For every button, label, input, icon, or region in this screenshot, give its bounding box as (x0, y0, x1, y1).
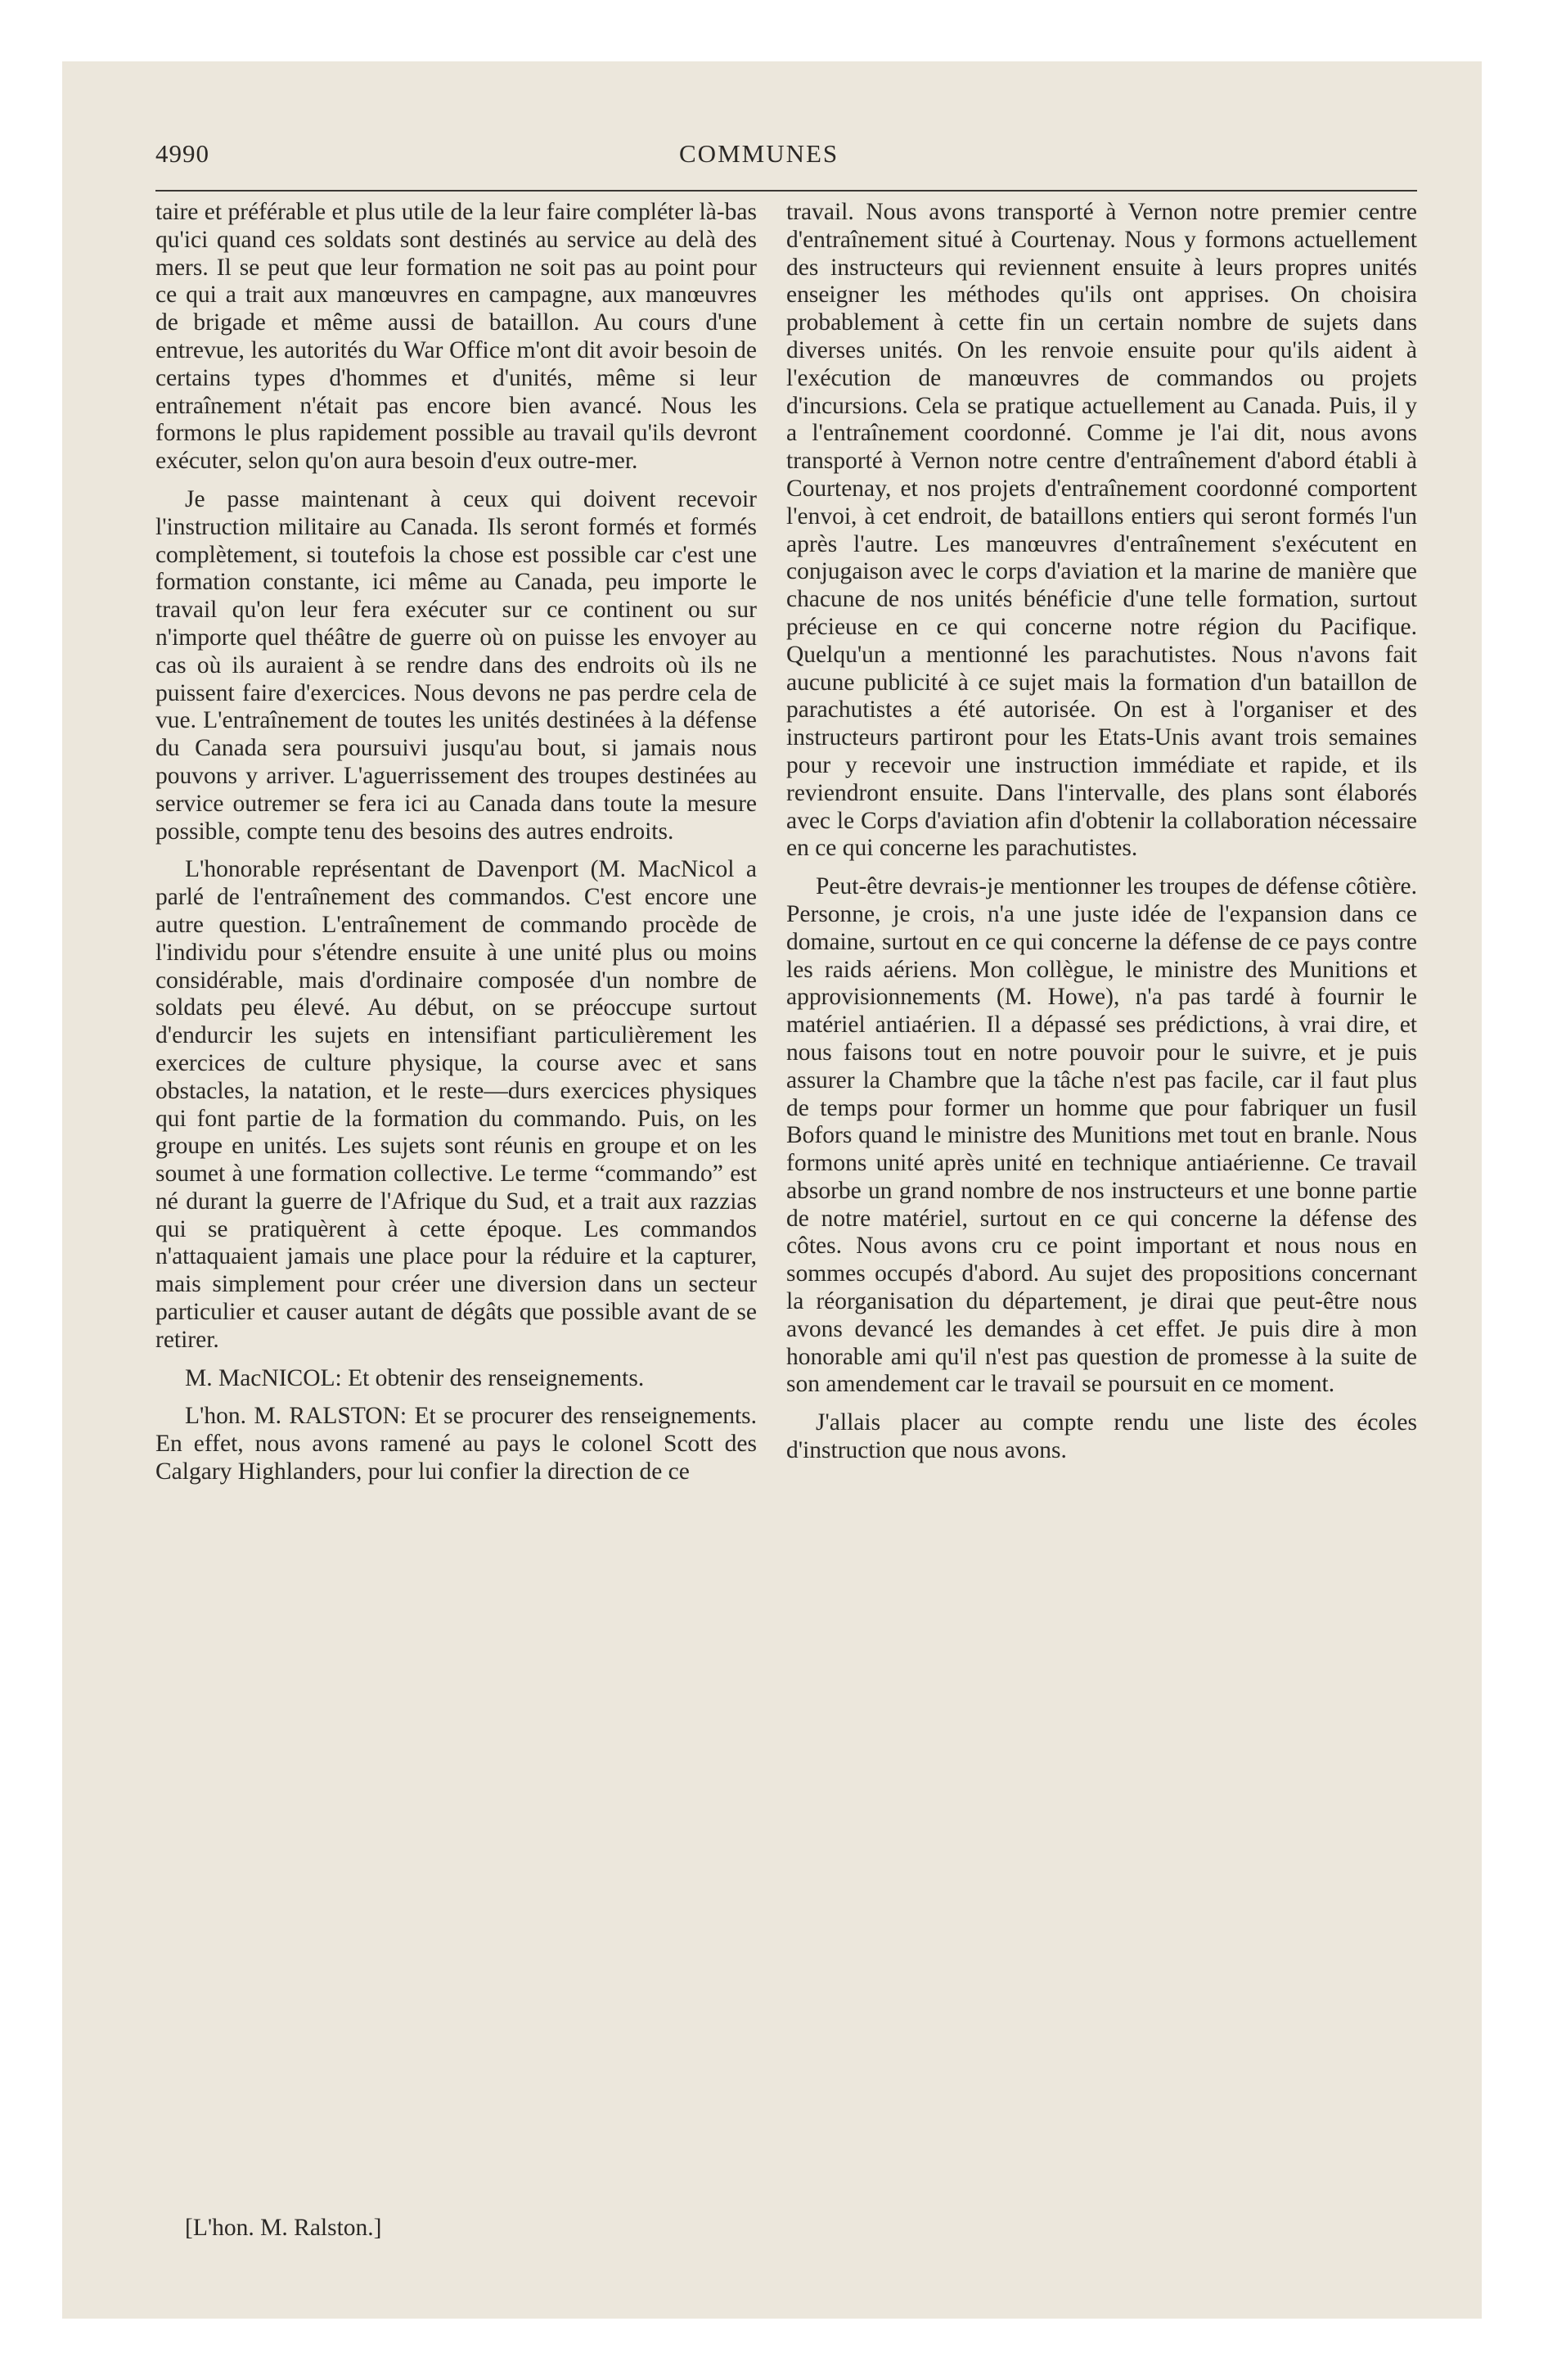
left-column (155, 199, 757, 1486)
paragraph: L'hon. M. RALSTON: Et se procurer des renseignements. En effet, nous avons ramené au pays le colonel Scott des Calgary Highlanders, pour lui confier la direction de ce (155, 1403, 757, 1485)
paragraph: M. MacNICOL: Et obtenir des renseignements. (185, 1364, 645, 1391)
paragraph: J'allais placer au compte rendu une liste des écoles d'instruction que nous avons. (786, 1409, 1417, 1464)
speaker-attribution: [L'hon. M. Ralston.] (185, 2215, 382, 2241)
paragraph: taire et préférable et plus utile de la leur faire compléter là-bas qu'ici quand ces soldats sont destinés au service au delà des mers. Il se peut que leur formation ne soit pas au point pour ce qui a trait aux manœuvres en campagne, aux manœuvres de brigade et même aussi de bataillon. Au cours d'une entrevue, les autorités du War Office m'ont dit avoir besoin de certains types d'hommes et d'unités, même si leur entraînement n'était pas encore bien avancé. Nous les formons le plus rapidement possible au travail qu'ils devront exécuter, selon qu'on aura besoin d'eux outre-mer. (155, 199, 757, 475)
running-head: COMMUNES (679, 139, 839, 168)
paragraph: Je passe maintenant à ceux qui doivent recevoir l'instruction militaire au Canada. Ils seront formés et formés complètement, si toutefois la chose est possible car c'est une formation constante, ici même au Canada, peu importe le travail qu'on leur fera exécuter sur ce continent ou sur n'importe quel théâtre de guerre où on puisse les envoyer au cas où ils auraient à se rendre dans des endroits où ils ne puissent faire d'exercices. Nous devons ne pas perdre cela de vue. L'entraînement de toutes les unités destinées à la défense du Canada sera poursuivi jusqu'au bout, si jamais nous pouvons y arriver. L'aguerrissement des troupes destinées au service outremer se fera ici au Canada dans toute la mesure possible, compte tenu des besoins des autres endroits. (155, 485, 757, 845)
header-rule (155, 190, 1417, 192)
paragraph: Peut-être devrais-je mentionner les troupes de défense côtière. Personne, je crois, n'a une juste idée de l'expansion dans ce domaine, surtout en ce qui concerne la défense de ce pays contre les raids aériens. Mon collègue, le ministre des Munitions et approvisionnements (M. Howe), n'a pas tardé à fournir le matériel antiaérien. Il a dépassé ses prédictions, à vrai dire, et nous faisons tout en notre pouvoir pour le suivre, et je puis assurer la Chambre que la tâche n'est pas facile, car il faut plus de temps pour former un homme que pour fabriquer un fusil Bofors quand le ministre des Munitions met tout en branle. Nous formons unité après unité en technique antiaérienne. Ce travail absorbe un grand nombre de nos instructeurs et une bonne partie de notre matériel, surtout en ce qui concerne la défense des côtes. Nous avons cru ce point important et nous nous en sommes occupés d'abord. Au sujet des propositions concernant la réorganisation du département, je dirai que peut-être nous avons devancé les demandes à cet effet. Je puis dire à mon honorable ami qu'il n'est pas question de promesse à la suite de son amendement car le travail se poursuit en ce moment. (786, 873, 1417, 1398)
paragraph: travail. Nous avons transporté à Vernon notre premier centre d'entraînement situé à Courtenay. Nous y formons actuellement des instructeurs qui reviennent ensuite à leurs propres unités enseigner les méthodes qu'ils ont apprises. On choisira probablement à cette fin un certain nombre de sujets dans diverses unités. On les renvoie ensuite pour qu'ils aident à l'exécution de manœuvres de commandos ou projets d'incursions. Cela se pratique actuellement au Canada. Puis, il y a l'entraînement coordonné. Comme je l'ai dit, nous avons transporté à Vernon notre centre d'entraînement d'abord établi à Courtenay, et nos projets d'entraînement coordonné comportent l'envoi, à cet endroit, de bataillons entiers qui seront formés l'un après l'autre. Les manœuvres d'entraînement s'exécutent en conjugaison avec le corps d'aviation et la marine de manière que chacune de nos unités bénéficie d'une telle formation, surtout précieuse en ce qui concerne notre région du Pacifique. Quelqu'un a mentionné les parachutistes. Nous n'avons fait aucune publicité à ce sujet mais la formation d'un bataillon de parachutistes a été autorisée. On est à l'organiser et des instructeurs partiront pour les Etats-Unis avant trois semaines pour y recevoir une instruction immédiate et rapide, et ils reviendront ensuite. Dans l'intervalle, des plans sont élaborés avec le Corps d'aviation afin d'obtenir la collaboration nécessaire en ce qui concerne les parachutistes. (786, 199, 1417, 862)
paragraph: L'honorable représentant de Davenport (M. MacNicol a parlé de l'entraînement des commandos. C'est encore une autre question. L'entraînement de commando procède de l'individu pour s'étendre ensuite à une unité plus ou moins considérable, mais d'ordinaire composée d'un nombre de soldats peu élevé. Au début, on se préoccupe surtout d'endurcir les sujets en intensifiant particulièrement les exercices de culture physique, la course avec et sans obstacles, la natation, et le reste—durs exercices physiques qui font partie de la formation du commando. Puis, on les groupe en unités. Les sujets sont réunis en groupe et on les soumet à une formation collective. Le terme “commando” est né durant la guerre de l'Afrique du Sud, et a trait aux razzias qui se pratiquèrent à cette époque. Les commandos n'attaquaient jamais une place pour la réduire et la capturer, mais simplement pour créer une diversion dans un secteur particulier et causer autant de dégâts que possible avant de se retirer. (155, 856, 757, 1353)
page-number: 4990 (155, 139, 209, 168)
right-column (786, 199, 1417, 1465)
